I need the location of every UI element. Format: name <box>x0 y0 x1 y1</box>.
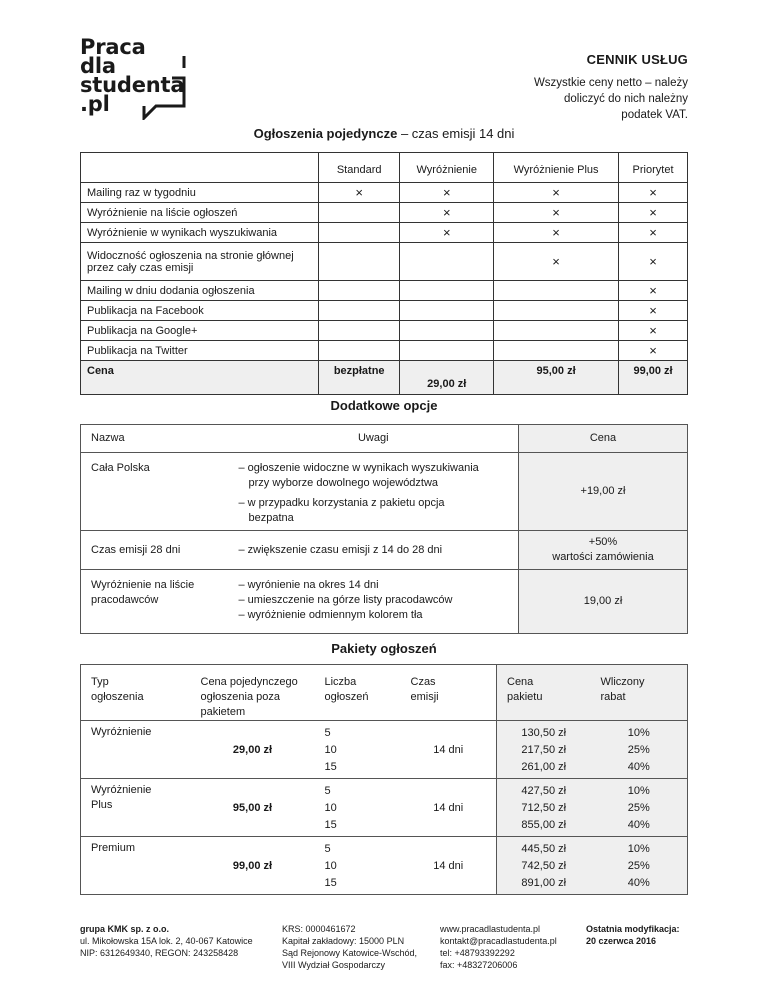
table-row: Publikacja na Google+ × <box>81 321 688 341</box>
footer-modified: Ostatnia modyfikacja: 20 czerwca 2016 <box>586 924 680 946</box>
column-standard: Standard <box>319 153 400 183</box>
price-list-header <box>534 52 688 123</box>
footer-contact: www.pracadlastudenta.pl kontakt@pracadlastudenta.pl tel: +48793392292 fax: +48327206006 <box>440 924 557 970</box>
packages-table <box>80 664 688 895</box>
single-ads-table <box>80 152 688 395</box>
column-wyroznienie: Wyróżnienie <box>400 153 494 183</box>
table-header-row <box>81 153 688 183</box>
logo-text: Praca dla studenta .pl <box>80 35 185 116</box>
single-ads-title: Ogłoszenia pojedyncze – czas emisji 14 dni <box>253 126 515 141</box>
extra-options-table <box>80 424 688 634</box>
footer-company: grupa KMK sp. z o.o. ul. Mikołowska 15A lok. 2, 40-067 Katowice NIP: 6312649340, REGON: 243258428 <box>80 924 253 958</box>
website-link[interactable]: www.pracadlastudenta.pl <box>440 924 541 934</box>
price-row: Cena bezpłatne 29,00 zł 95,00 zł 99,00 zł <box>81 361 688 395</box>
table-row: Wyróżnienie na liście pracodawców – wyrónienie na okres 14 dni – umieszczenie na górze listy pracodawców – wyróżnienie odmiennym kolorem tła 19,00 zł <box>81 570 688 634</box>
package-group-wyroznienie-plus: Wyróżnienie Plus 95,00 zł 5 10 15 14 dni 427,50 zł 712,50 zł 855,00 zł 10% 25% 40% <box>81 779 688 837</box>
footer-registry: KRS: 0000461672 Kapitał zakładowy: 15000 PLN Sąd Rejonowy Katowice-Wschód, VIII Wydział Gospodarczy <box>282 924 418 970</box>
package-group-premium: Premium 99,00 zł 5 10 15 14 dni 445,50 zł 742,50 zł 891,00 zł 10% 25% 40% <box>81 837 688 895</box>
column-wyroznienie-plus: Wyróżnienie Plus <box>494 153 619 183</box>
extra-options-title: Dodatkowe opcje <box>330 398 438 413</box>
table-row: Publikacja na Twitter × <box>81 341 688 361</box>
table-row: Widoczność ogłoszenia na stronie głównej przez cały czas emisji × × <box>81 243 688 281</box>
table-header-row: Nazwa Uwagi Cena <box>81 425 688 453</box>
table-row: Mailing w dniu dodania ogłoszenia × <box>81 281 688 301</box>
email-link[interactable]: kontakt@pracadlastudenta.pl <box>440 936 557 946</box>
table-row: Cała Polska – ogłoszenie widoczne w wynikach wyszukiwania przy wyborze dowolnego województwa – w przypadku korzystania z pakietu opcja bezpatna +19,00 zł <box>81 453 688 531</box>
table-row: Wyróżnienie na liście ogłoszeń × × × <box>81 203 688 223</box>
table-row: Mailing raz w tygodniu × × × × <box>81 183 688 203</box>
vat-note: Wszystkie ceny netto – należy doliczyć do nich należny podatek VAT. <box>533 77 688 121</box>
page-title: CENNIK USŁUG <box>586 52 688 67</box>
package-group-wyroznienie: Wyróżnienie 29,00 zł 5 10 15 14 dni 130,50 zł 217,50 zł 261,00 zł 10% 25% 40% <box>81 721 688 779</box>
logo <box>80 35 186 118</box>
speech-bubble-icon <box>80 35 190 120</box>
table-row: Wyróżnienie w wynikach wyszukiwania × × × <box>81 223 688 243</box>
table-row: Publikacja na Facebook × <box>81 301 688 321</box>
table-row: Czas emisji 28 dni – zwiększenie czasu emisji z 14 do 28 dni +50% wartości zamówienia <box>81 531 688 570</box>
column-priorytet: Priorytet <box>619 153 688 183</box>
table-header-row: Typ ogłoszenia Cena pojedynczego ogłoszenia poza pakietem Liczba ogłoszeń Czas emisji Cena pakietu Wliczony rabat <box>81 665 688 721</box>
packages-title: Pakiety ogłoszeń <box>331 641 437 656</box>
